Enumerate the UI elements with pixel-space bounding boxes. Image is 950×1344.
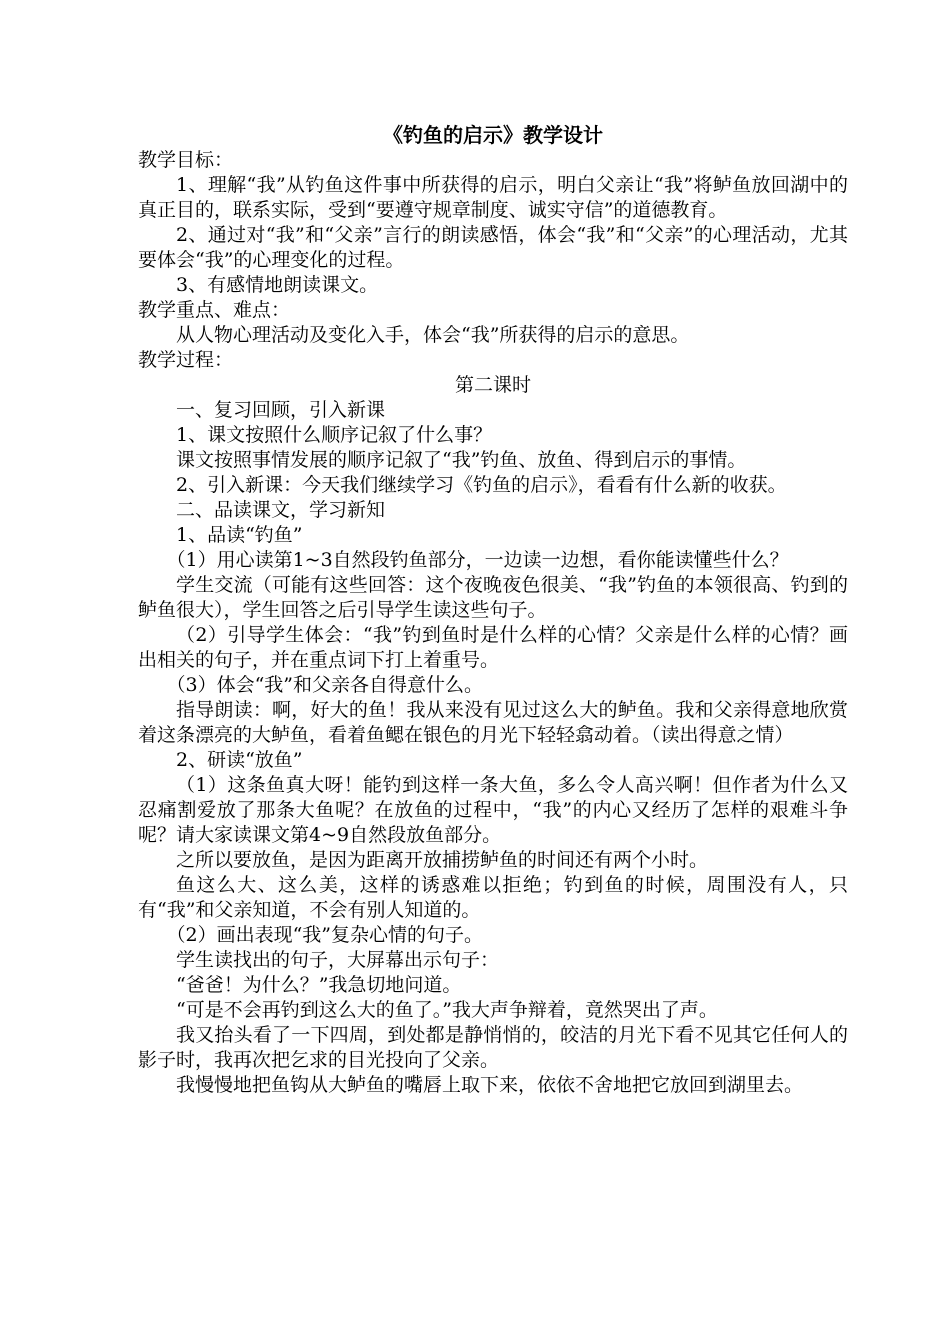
paragraph: 学生交流（可能有这些回答：这个夜晚夜色很美、“我”钓鱼的本领很高、钓到的鲈鱼很大），学生回答之后引导学生读这些句子。 [138,574,848,621]
paragraph: 1、课文按照什么顺序记叙了什么事？ [176,424,493,446]
paragraph: 一、复习回顾，引入新课 [176,399,386,421]
paragraph: 1、品读“钓鱼” [176,524,303,546]
paragraph: “可是不会再钓到这么大的鱼了。”我大声争辩着，竟然哭出了声。 [176,999,718,1021]
paragraph: （1）这条鱼真大呀！能钓到这样一条大鱼，多么令人高兴啊！但作者为什么又忍痛割爱放了那条大鱼呢？在放鱼的过程中，“我”的内心又经历了怎样的艰难斗争呢？请大家读课文第4~9自然段放鱼部分。 [138,774,848,846]
paragraph: （2）引导学生体会：“我”钓到鱼时是什么样的心情？父亲是什么样的心情？画出相关的句子，并在重点词下打上着重号。 [138,624,848,671]
paragraph: 指导朗读：啊，好大的鱼！我从来没有见过这么大的鲈鱼。我和父亲得意地欣赏着这条漂亮的大鲈鱼，看着鱼鳃在银色的月光下轻轻翕动着。（读出得意之情） [138,699,848,746]
paragraph: “爸爸！为什么？”我急切地问道。 [176,974,462,996]
paragraph: 之所以要放鱼，是因为距离开放捕捞鲈鱼的时间还有两个小时。 [176,849,709,871]
paragraph: （2）画出表现“我”复杂心情的句子。 [166,924,484,946]
paragraph: 学生读找出的句子，大屏幕出示句子： [176,949,500,971]
paragraph: 2、研读“放鱼” [176,749,303,771]
paragraph: 教学重点、难点： [138,299,291,321]
paragraph: 课文按照事情发展的顺序记叙了“我”钓鱼、放鱼、得到启示的事情。 [176,449,747,471]
paragraph: 鱼这么大、这么美，这样的诱惑难以拒绝；钓到鱼的时候，周围没有人，只有“我”和父亲知道，不会有别人知道的。 [138,874,848,921]
paragraph: 我慢慢地把鱼钩从大鲈鱼的嘴唇上取下来，依依不舍地把它放回到湖里去。 [176,1074,804,1096]
paragraph: 二、品读课文，学习新知 [176,499,386,521]
document-page [138,122,848,1098]
paragraph: 2、引入新课：今天我们继续学习《钓鱼的启示》，看看有什么新的收获。 [176,474,787,496]
paragraph: （1）用心读第1~3自然段钓鱼部分，一边读一边想，看你能读懂些什么？ [166,549,789,571]
paragraph: 1、理解“我”从钓鱼这件事中所获得的启示，明白父亲让“我”将鲈鱼放回湖中的真正目的，联系实际，受到“要遵守规章制度、诚实守信”的道德教育。 [138,174,848,221]
paragraph: 教学过程： [138,349,234,371]
paragraph: 从人物心理活动及变化入手，体会“我”所获得的启示的意思。 [176,324,690,346]
paragraph: （3）体会“我”和父亲各自得意什么。 [166,674,484,696]
paragraph: 教学目标： [138,149,234,171]
document-title: 《钓鱼的启示》教学设计 [383,123,603,147]
paragraph: 我又抬头看了一下四周，到处都是静悄悄的，皎洁的月光下看不见其它任何人的影子时，我再次把乞求的目光投向了父亲。 [138,1024,848,1071]
paragraph: 3、有感情地朗读课文。 [176,274,379,296]
document-body [138,148,848,1098]
paragraph: 2、通过对“我”和“父亲”言行的朗读感悟，体会“我”和“父亲”的心理活动，尤其要体会“我”的心理变化的过程。 [138,224,848,271]
paragraph: 第二课时 [454,374,531,396]
